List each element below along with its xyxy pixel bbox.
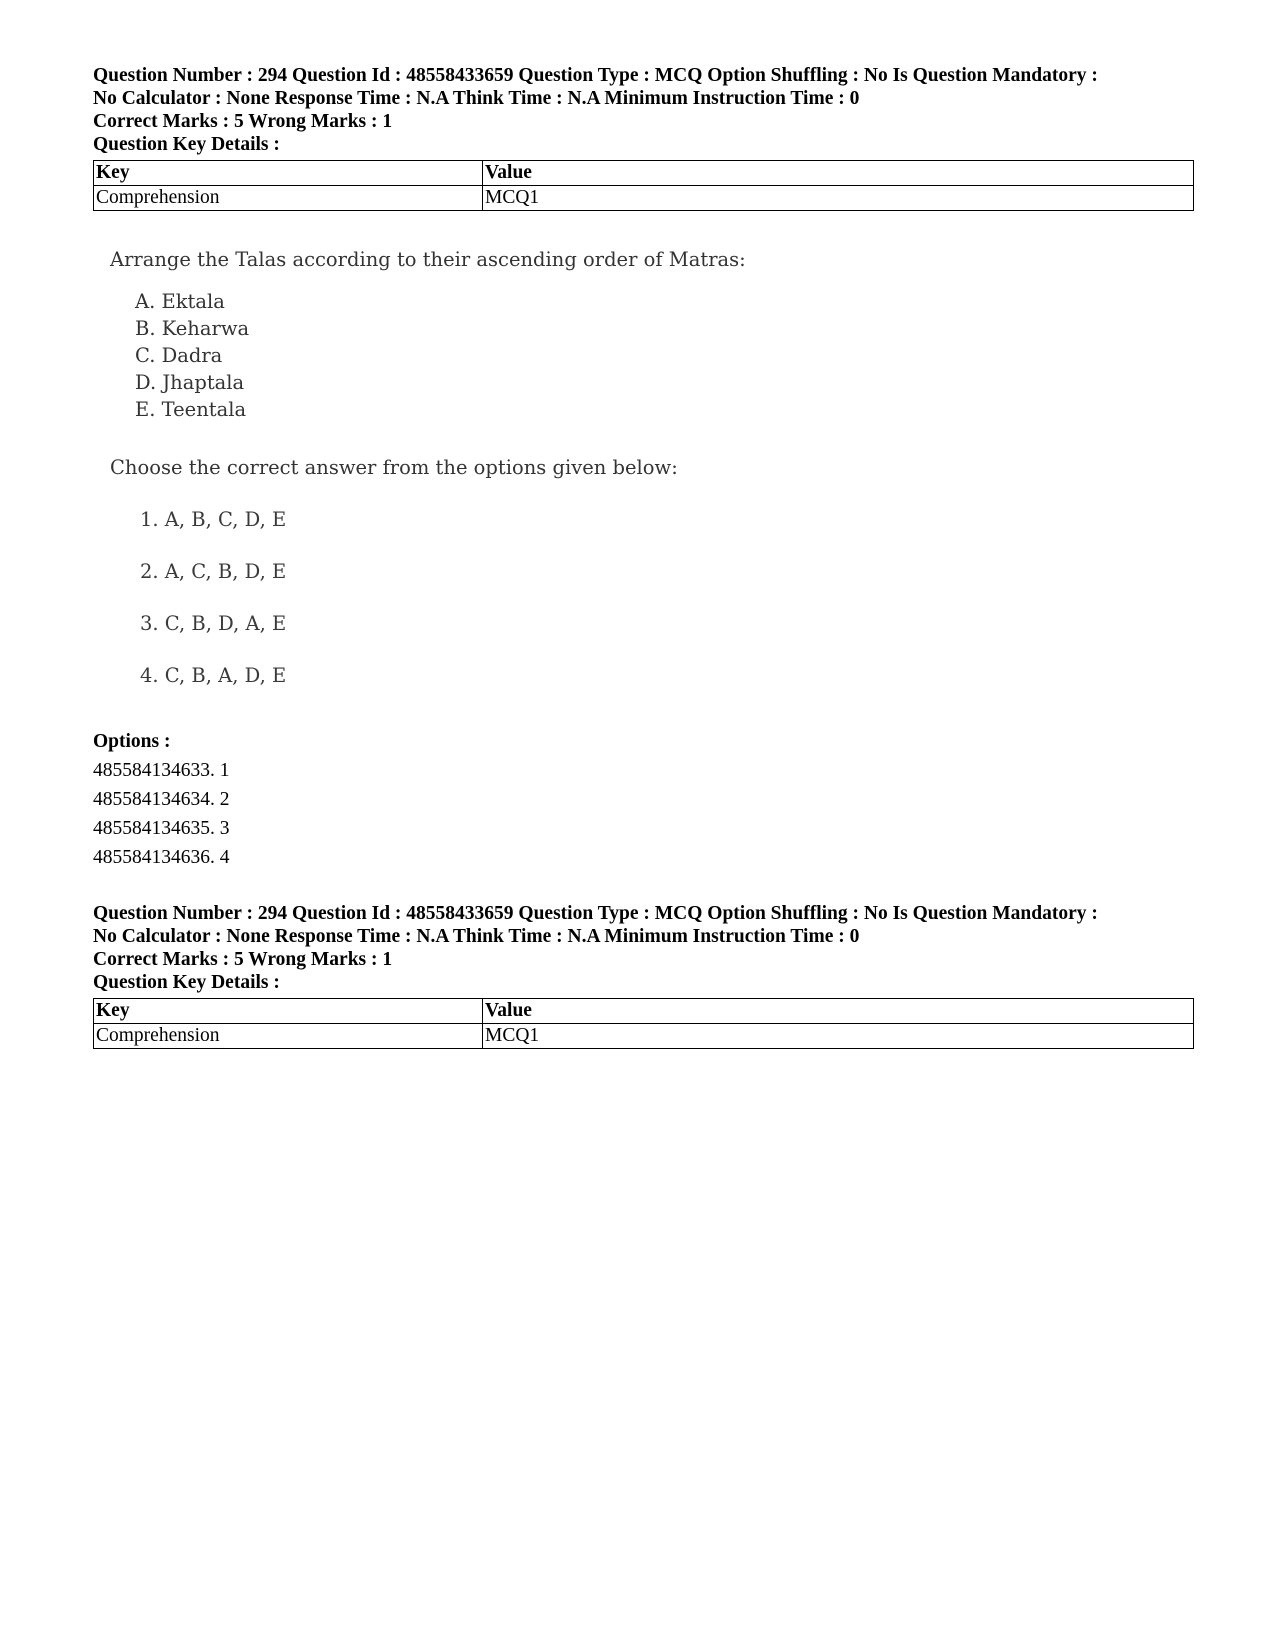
- header-key: Key: [94, 161, 483, 186]
- row-value: MCQ1: [483, 186, 1194, 211]
- list-item: B. Keharwa: [135, 317, 250, 340]
- option-item: 485584134635. 3: [93, 818, 230, 839]
- options-section: [93, 727, 230, 872]
- header-value: Value: [483, 999, 1194, 1024]
- question-meta: [93, 64, 1193, 156]
- question-header-1: [93, 64, 1193, 211]
- marks-line: Correct Marks : 5 Wrong Marks : 1: [93, 949, 393, 970]
- answer-choice: 3. C, B, D, A, E: [140, 612, 287, 635]
- table-header-row: [94, 161, 1194, 186]
- meta-line-1: Question Number : 294 Question Id : 48558433659 Question Type : MCQ Option Shuffling : No Is Question Mandatory :: [93, 903, 1098, 924]
- option-item: 485584134633. 1: [93, 760, 230, 781]
- answer-choice: 4. C, B, A, D, E: [140, 664, 287, 687]
- key-details-label: Question Key Details :: [93, 134, 280, 155]
- table-row: [94, 1024, 1194, 1049]
- row-value: MCQ1: [483, 1024, 1194, 1049]
- table-header-row: [94, 999, 1194, 1024]
- question-header-2: [93, 902, 1193, 1049]
- table-row: [94, 186, 1194, 211]
- question-prompt: Arrange the Talas according to their ascending order of Matras:: [110, 248, 746, 271]
- key-value-table: [93, 998, 1194, 1049]
- question-instruction: Choose the correct answer from the options given below:: [110, 456, 678, 479]
- list-item: E. Teentala: [135, 398, 247, 421]
- answer-choice: 1. A, B, C, D, E: [140, 508, 287, 531]
- list-item: C. Dadra: [135, 344, 223, 367]
- marks-line: Correct Marks : 5 Wrong Marks : 1: [93, 111, 393, 132]
- options-label: Options :: [93, 731, 171, 752]
- option-item: 485584134636. 4: [93, 847, 230, 868]
- key-details-label: Question Key Details :: [93, 972, 280, 993]
- question-meta: [93, 902, 1193, 994]
- list-item: D. Jhaptala: [135, 371, 245, 394]
- answer-choice: 2. A, C, B, D, E: [140, 560, 287, 583]
- row-key: Comprehension: [94, 1024, 483, 1049]
- meta-line-1: Question Number : 294 Question Id : 48558433659 Question Type : MCQ Option Shuffling : No Is Question Mandatory :: [93, 65, 1098, 86]
- option-item: 485584134634. 2: [93, 789, 230, 810]
- meta-line-2: No Calculator : None Response Time : N.A Think Time : N.A Minimum Instruction Time : 0: [93, 88, 860, 109]
- header-value: Value: [483, 161, 1194, 186]
- meta-line-2: No Calculator : None Response Time : N.A Think Time : N.A Minimum Instruction Time : 0: [93, 926, 860, 947]
- list-item: A. Ektala: [135, 290, 225, 313]
- key-value-table: [93, 160, 1194, 211]
- header-key: Key: [94, 999, 483, 1024]
- row-key: Comprehension: [94, 186, 483, 211]
